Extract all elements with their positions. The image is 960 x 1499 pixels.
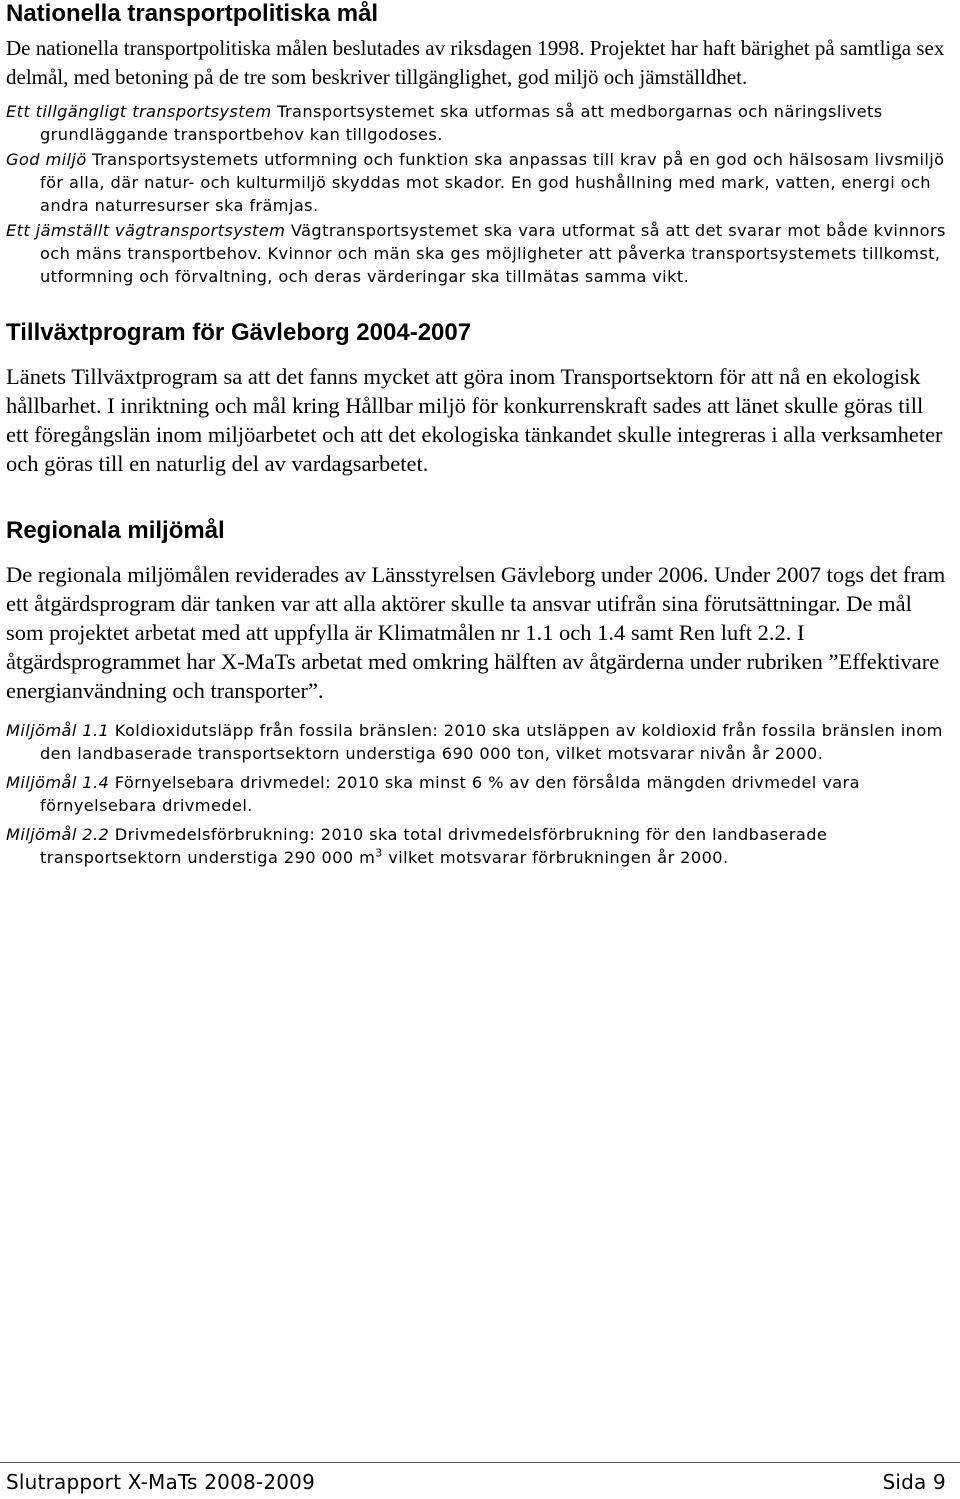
goal-term: God miljö [6,150,87,169]
goal-jamstallt [6,219,946,288]
miljomal-1-4 [6,771,946,817]
heading-nationella-mal: Nationella transportpolitiska mål [6,0,379,27]
regionala-paragraph: De regionala miljömålen reviderades av Länsstyrelsen Gävleborg under 2006. Under 2007 togs det fram ett åtgärdsprogram där tanken var att alla aktörer skulle ta ansvar utifrån sina förutsättningar. De mål som projektet arbetat med att uppfylla är Klimatmålen nr 1.1 och 1.4 samt Ren luft 2.2. I åtgärdsprogrammet har X-MaTs arbetat med omkring hälften av åtgärderna under rubriken ”Effektivare energianvändning och transporter”. [6,562,946,703]
goal-text: Transportsystemets utformning och funktion ska anpassas till krav på en god och hälsosam livsmiljö för alla, där natur- och kulturmiljö skyddas mot skador. En god hushållning med mark, vatten, energi och andra naturresurser ska främjas. [40,150,945,215]
goal-term: Ett jämställt vägtransportsystem [6,221,286,240]
goal-text: Vägtransportsystemet ska vara utformat så att det svarar mot både kvinnors och mäns transportbehov. Kvinnor och män ska ges möjligheter att påverka transportsystemets tillkomst, utformning och förvaltning, och deras värderingar ska tillmätas samma vikt. [40,221,946,286]
footer-report-title: Slutrapport X-MaTs 2008-2009 [6,1470,316,1494]
regional-goals-list [6,719,946,869]
page-content [6,0,946,869]
goal-god-miljo [6,148,946,217]
goal-text-tail: vilket motsvarar förbrukningen år 2000. [382,848,729,867]
goal-text: Koldioxidutsläpp från fossila bränslen: 2010 ska utsläppen av koldioxid från fossila bränslen inom den landbaserade transportsektorn understiga 690 000 ton, vilket motsvarar nivån år 2000. [40,721,943,763]
goal-term: Miljömål 2.2 [6,825,110,844]
heading-regionala-miljomal: Regionala miljömål [6,517,225,544]
tillvaxtprogram-paragraph: Länets Tillväxtprogram sa att det fanns mycket att göra inom Transportsektorn för att nå en ekologisk hållbarhet. I inriktning och mål kring Hållbar miljö för konkurrenskraft sades att länet skulle göras till ett föregångslän inom miljöarbetet och att det ekologiska tänkandet skulle integreras i alla verksamheter och göras till en naturlig del av vardagsarbetet. [6,364,943,476]
intro-paragraph: De nationella transportpolitiska målen beslutades av riksdagen 1998. Projektet har haft bärighet på samtliga sex delmål, med betoning på de tre som beskriver tillgänglighet, god miljö och jämställdhet. [6,36,945,89]
national-goals-list [6,100,946,288]
goal-text: Förnyelsebara drivmedel: 2010 ska minst 6 % av den försålda mängden drivmedel vara förnyelsebara drivmedel. [40,773,860,815]
page-footer [0,1462,960,1499]
miljomal-1-1 [6,719,946,765]
goal-term: Ett tillgängligt transportsystem [6,102,272,121]
heading-tillvaxtprogram: Tillväxtprogram för Gävleborg 2004-2007 [6,319,472,346]
goal-term: Miljömål 1.1 [6,721,110,740]
miljomal-2-2 [6,823,946,869]
footer-divider [0,1462,960,1463]
footer-page-number: Sida 9 [882,1470,946,1494]
superscript-3: 3 [375,846,383,860]
goal-tillgangligt [6,100,946,146]
goal-text: Drivmedelsförbrukning: 2010 ska total drivmedelsförbrukning för den landbaserade transportsektorn understiga 290 000 m [40,825,828,867]
goal-text: Transportsystemet ska utformas så att medborgarnas och näringslivets grundläggande transportbehov kan tillgodoses. [40,102,883,144]
goal-term: Miljömål 1.4 [6,773,110,792]
